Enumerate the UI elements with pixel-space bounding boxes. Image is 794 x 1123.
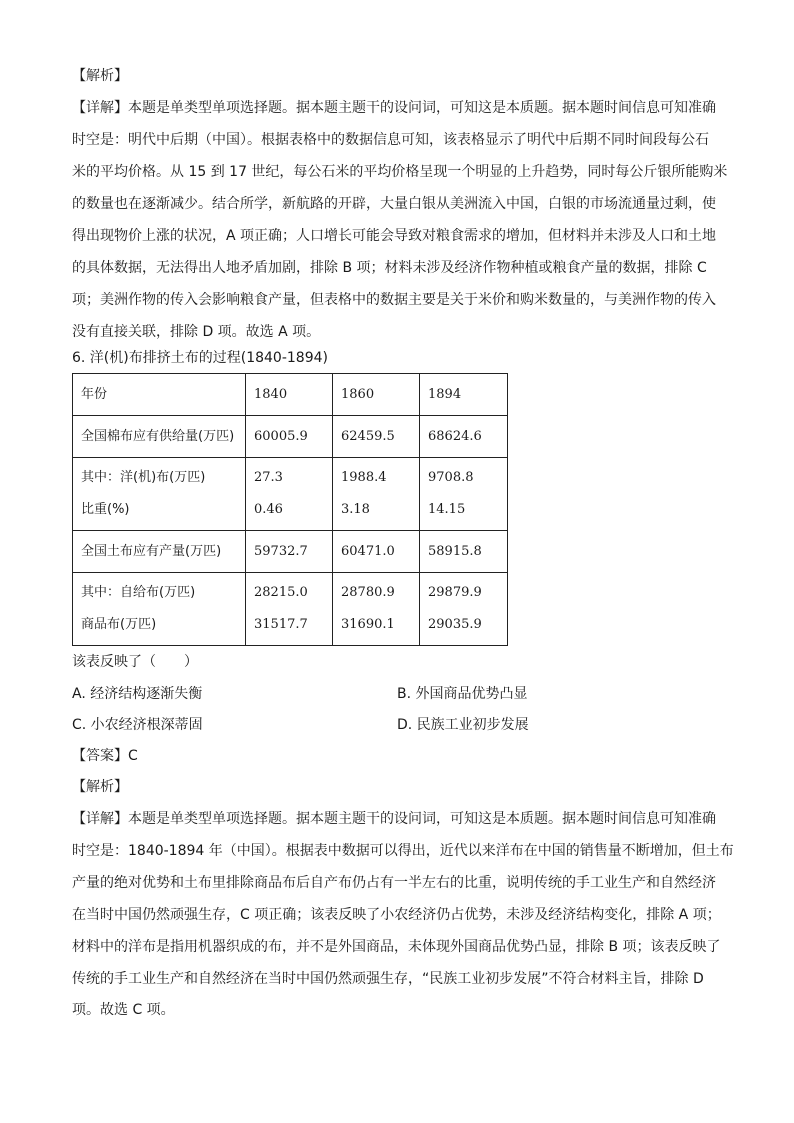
data-table [72, 373, 508, 646]
analysis-line: 传统的手工业生产和自然经济在当时中国仍然顽强生存，“民族工业初步发展”不符合材料主旨，排除 D [72, 971, 704, 987]
analysis-line: 时空是：1840-1894 年（中国）。根据表中数据可以得出，近代以来洋布在中国的销售量不断增加，但土布 [72, 843, 734, 859]
analysis-line: 产量的绝对优势和土布里排除商品布后自产布仍占有一半左右的比重，说明传统的手工业生产和自然经济 [72, 875, 716, 891]
option-b: B. 外国商品优势凸显 [397, 686, 528, 702]
analysis-line: 项；美洲作物的传入会影响粮食产量，但表格中的数据主要是关于米价和购米数量的，与美洲作物的传入 [72, 292, 716, 308]
table-cell-label: 全国土布应有产量(万匹) [73, 531, 246, 573]
table-row [73, 458, 508, 531]
table-cell: 9708.8 14.15 [420, 458, 508, 531]
table-cell: 27.3 0.46 [246, 458, 333, 531]
table-cell: 1988.4 3.18 [333, 458, 420, 531]
question-title: 6. 洋(机)布排挤土布的过程(1840-1894) [72, 350, 328, 366]
table-cell-label: 全国棉布应有供给量(万匹) [73, 416, 246, 458]
analysis-line: 【详解】本题是单类型单项选择题。据本题主题干的设问词，可知这是本质题。据本题时间信息可知准确 [72, 100, 716, 116]
table-cell-label: 其中：自给布(万匹) 商品布(万匹) [73, 573, 246, 646]
analysis-line: 的数量也在逐渐减少。结合所学，新航路的开辟，大量白银从美洲流入中国，白银的市场流通量过剩，使 [72, 196, 716, 212]
table-cell: 29879.9 29035.9 [420, 573, 508, 646]
analysis-line: 材料中的洋布是指用机器织成的布，并不是外国商品，未体现外国商品优势凸显，排除 B 项；该表反映了 [72, 939, 721, 955]
table-row [73, 374, 508, 416]
analysis-line: 在当时中国仍然顽强生存，C 项正确；该表反映了小农经济仍占优势，未涉及经济结构变化，排除 A 项； [72, 907, 721, 923]
table-cell-label: 年份 [73, 374, 246, 416]
table-cell: 59732.7 [246, 531, 333, 573]
analysis-label: 【解析】 [72, 68, 128, 84]
analysis-label: 【解析】 [72, 779, 128, 795]
table-row [73, 573, 508, 646]
option-a: A. 经济结构逐渐失衡 [72, 686, 203, 702]
analysis-line: 项。故选 C 项。 [72, 1002, 175, 1018]
analysis-line: 没有直接关联，排除 D 项。故选 A 项。 [72, 324, 321, 340]
option-d: D. 民族工业初步发展 [397, 717, 529, 733]
table-cell: 1840 [246, 374, 333, 416]
option-c: C. 小农经济根深蒂固 [72, 717, 203, 733]
table-cell: 1894 [420, 374, 508, 416]
table-cell: 58915.8 [420, 531, 508, 573]
analysis-line: 时空是：明代中后期（中国）。根据表格中的数据信息可知，该表格显示了明代中后期不同时间段每公石 [72, 132, 709, 148]
question-stem: 该表反映了（ ） [72, 654, 198, 670]
table-cell: 62459.5 [333, 416, 420, 458]
analysis-line: 米的平均价格。从 15 到 17 世纪，每公石米的平均价格呈现一个明显的上升趋势，同时每公斤银所能购米 [72, 164, 728, 180]
table-cell: 68624.6 [420, 416, 508, 458]
table-cell-label: 其中：洋(机)布(万匹) 比重(%) [73, 458, 246, 531]
table-cell: 28780.9 31690.1 [333, 573, 420, 646]
answer-label: 【答案】C [72, 748, 138, 764]
analysis-line: 得出现物价上涨的状况，A 项正确；人口增长可能会导致对粮食需求的增加，但材料并未涉及人口和土地 [72, 228, 717, 244]
table-cell: 60005.9 [246, 416, 333, 458]
table-cell: 1860 [333, 374, 420, 416]
table-row [73, 416, 508, 458]
analysis-line: 【详解】本题是单类型单项选择题。据本题主题干的设问词，可知这是本质题。据本题时间信息可知准确 [72, 811, 716, 827]
table-cell: 28215.0 31517.7 [246, 573, 333, 646]
analysis-line: 的具体数据，无法得出人地矛盾加剧，排除 B 项；材料未涉及经济作物种植或粮食产量的数据，排除 C [72, 260, 707, 276]
table-row [73, 531, 508, 573]
table-cell: 60471.0 [333, 531, 420, 573]
